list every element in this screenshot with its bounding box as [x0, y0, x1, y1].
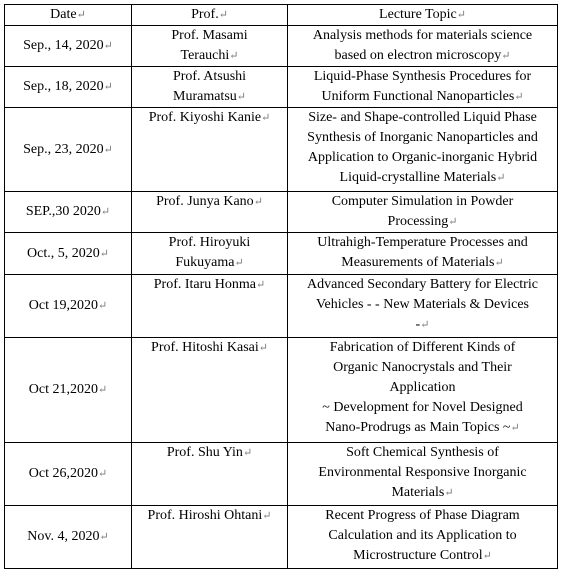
header-row: [5, 5, 558, 26]
topic-line: [291, 128, 554, 148]
topic-line: [291, 526, 554, 546]
topic-text: Application to Organic-inorganic Hybrid: [307, 150, 538, 165]
topic-text: based on electron microscopy: [334, 48, 502, 63]
topic-line: [291, 212, 554, 232]
prof-text: Fukuyama: [175, 255, 235, 270]
cell-end-mark: ↵: [494, 257, 504, 269]
cell-end-mark: ↵: [456, 9, 466, 21]
cell-end-mark: ↵: [234, 257, 244, 269]
cell-end-mark: ↵: [99, 247, 109, 260]
topic-text: Calculation and its Application to: [328, 528, 517, 543]
header-prof: [132, 5, 288, 26]
topic-text: Microstructure Control: [353, 548, 483, 563]
prof-line: [135, 87, 284, 107]
prof-text: Prof. Itaru Honma: [153, 277, 257, 292]
topic-line: [291, 506, 554, 526]
topic-cell: [288, 506, 558, 569]
prof-line: [135, 506, 284, 526]
header-date-label: Date: [50, 7, 77, 22]
topic-text: Nano-Prodrugs as Main Topics ~: [325, 420, 511, 435]
table-row: [5, 443, 558, 506]
date-text: Oct 26,2020: [28, 466, 98, 481]
prof-text: Prof. Atsushi: [172, 69, 247, 84]
cell-end-mark: ↵: [420, 319, 430, 331]
topic-text: Materials: [391, 485, 445, 500]
cell-end-mark: ↵: [242, 447, 253, 459]
prof-cell: [132, 338, 288, 443]
topic-text: Organic Nanocrystals and Their: [333, 360, 512, 375]
topic-text: Vehicles - - New Materials & Devices: [315, 297, 530, 312]
prof-line: [135, 108, 284, 128]
table-body: [5, 26, 558, 569]
topic-line: [291, 46, 554, 66]
table-row: [5, 192, 558, 233]
cell-end-mark: ↵: [103, 40, 113, 52]
prof-cell: [132, 443, 288, 506]
topic-line: [291, 443, 554, 463]
topic-line: [291, 148, 554, 168]
topic-text: Analysis methods for materials science: [312, 28, 533, 43]
date-cell: [5, 26, 132, 67]
cell-end-mark: ↵: [510, 422, 520, 434]
topic-line: [291, 108, 554, 128]
date-text: Sep., 14, 2020: [23, 38, 104, 53]
topic-cell: [288, 233, 558, 275]
topic-line: [291, 253, 554, 273]
date-cell: [5, 338, 132, 443]
prof-text: Prof. Hitoshi Kasai: [151, 340, 259, 355]
topic-text: -: [415, 317, 421, 332]
topic-cell: [288, 67, 558, 108]
date-cell: [5, 275, 132, 338]
header-date: [5, 5, 132, 26]
topic-cell: [288, 275, 558, 338]
topic-text: Ultrahigh-Temperature Processes and: [317, 235, 528, 250]
topic-text: Recent Progress of Phase Diagram: [325, 508, 520, 523]
cell-end-mark: ↵: [262, 510, 272, 522]
cell-end-mark: ↵: [76, 9, 86, 21]
cell-end-mark: ↵: [218, 9, 228, 21]
prof-line: [135, 26, 284, 46]
prof-text: Prof. Hiroshi Ohtani: [147, 508, 263, 523]
date-text: Oct 21,2020: [28, 382, 98, 397]
cell-end-mark: ↵: [98, 300, 108, 312]
topic-text: Advanced Secondary Battery for Electric: [307, 277, 538, 292]
cell-end-mark: ↵: [236, 91, 246, 103]
topic-text: Processing: [387, 214, 449, 229]
table-row: [5, 233, 558, 275]
prof-cell: [132, 192, 288, 233]
table-row: [5, 275, 558, 338]
topic-cell: [288, 26, 558, 67]
prof-cell: [132, 506, 288, 569]
cell-end-mark: ↵: [253, 196, 263, 208]
cell-end-mark: ↵: [256, 279, 266, 291]
topic-line: [291, 315, 554, 335]
prof-text: Prof. Masami: [171, 28, 248, 43]
topic-text: Synthesis of Inorganic Nanoparticles and: [307, 130, 538, 145]
topic-line: [291, 275, 554, 295]
prof-cell: [132, 233, 288, 275]
table-row: [5, 26, 558, 67]
date-cell: [5, 67, 132, 108]
topic-line: [291, 192, 554, 212]
cell-end-mark: ↵: [229, 50, 239, 62]
topic-cell: [288, 338, 558, 443]
topic-text: Uniform Functional Nanoparticles: [321, 89, 515, 104]
topic-line: [291, 67, 554, 87]
topic-line: [291, 26, 554, 46]
prof-text: Prof. Shu Yin: [166, 445, 243, 460]
topic-text: Liquid-crystalline Materials: [339, 170, 497, 185]
topic-text: Fabrication of Different Kinds of: [329, 340, 516, 355]
cell-end-mark: ↵: [448, 216, 458, 228]
date-cell: [5, 443, 132, 506]
prof-cell: [132, 108, 288, 192]
date-text: Oct 19,2020: [28, 298, 98, 313]
topic-line: [291, 463, 554, 483]
date-cell: [5, 108, 132, 192]
prof-line: [135, 233, 284, 253]
topic-line: [291, 358, 554, 378]
topic-text: Measurements of Materials: [341, 255, 495, 270]
prof-line: [135, 338, 284, 358]
cell-end-mark: ↵: [261, 112, 271, 124]
lecture-schedule-table: [4, 4, 558, 569]
topic-line: [291, 398, 554, 418]
topic-line: [291, 546, 554, 566]
date-text: Oct., 5, 2020: [27, 245, 100, 261]
prof-line: [135, 192, 284, 212]
prof-line: [135, 46, 284, 66]
prof-text: Prof. Hiroyuki: [168, 235, 251, 250]
prof-text: Muramatsu: [173, 89, 237, 104]
cell-end-mark: ↵: [501, 50, 511, 62]
prof-line: [135, 253, 284, 273]
topic-line: [291, 483, 554, 503]
topic-line: [291, 338, 554, 358]
topic-text: Environmental Responsive Inorganic: [318, 465, 527, 480]
prof-text: Prof. Kiyoshi Kanie: [148, 110, 262, 125]
prof-cell: [132, 275, 288, 338]
prof-line: [135, 275, 284, 295]
cell-end-mark: ↵: [98, 468, 108, 480]
topic-text: Liquid-Phase Synthesis Procedures for: [313, 69, 532, 84]
topic-cell: [288, 192, 558, 233]
header-prof-label: Prof.: [191, 7, 219, 22]
topic-line: [291, 378, 554, 398]
cell-end-mark: ↵: [496, 172, 506, 184]
prof-cell: [132, 67, 288, 108]
date-cell: [5, 506, 132, 569]
date-cell: [5, 233, 132, 275]
cell-end-mark: ↵: [98, 384, 108, 396]
header-topic: [288, 5, 558, 26]
cell-end-mark: ↵: [100, 206, 111, 218]
header-topic-label: Lecture Topic: [379, 7, 457, 22]
date-text: Nov. 4, 2020: [27, 529, 100, 544]
topic-line: [291, 233, 554, 253]
date-text: Sep., 18, 2020: [23, 79, 104, 94]
topic-cell: [288, 443, 558, 506]
topic-line: [291, 168, 554, 188]
table-row: [5, 506, 558, 569]
cell-end-mark: ↵: [103, 143, 113, 156]
cell-end-mark: ↵: [103, 81, 113, 93]
cell-end-mark: ↵: [482, 550, 492, 562]
cell-end-mark: ↵: [514, 91, 524, 103]
topic-cell: [288, 108, 558, 192]
cell-end-mark: ↵: [444, 487, 454, 499]
topic-text: Computer Simulation in Powder: [331, 194, 514, 209]
prof-text: Prof. Junya Kano: [156, 194, 254, 209]
topic-text: Application: [389, 380, 456, 395]
prof-line: [135, 443, 284, 463]
date-text: SEP.,30 2020: [25, 204, 101, 219]
table-row: [5, 338, 558, 443]
cell-end-mark: ↵: [258, 342, 268, 354]
topic-line: [291, 295, 554, 315]
table-row: [5, 108, 558, 192]
topic-text: Size- and Shape-controlled Liquid Phase: [308, 110, 537, 125]
prof-cell: [132, 26, 288, 67]
prof-line: [135, 67, 284, 87]
cell-end-mark: ↵: [99, 531, 109, 543]
date-cell: [5, 192, 132, 233]
table-row: [5, 67, 558, 108]
topic-text: ~ Development for Novel Designed: [322, 400, 523, 415]
date-text: Sep., 23, 2020: [23, 141, 104, 157]
topic-line: [291, 87, 554, 107]
topic-line: [291, 418, 554, 438]
prof-text: Terauchi: [180, 48, 230, 63]
topic-text: Soft Chemical Synthesis of: [346, 445, 499, 460]
